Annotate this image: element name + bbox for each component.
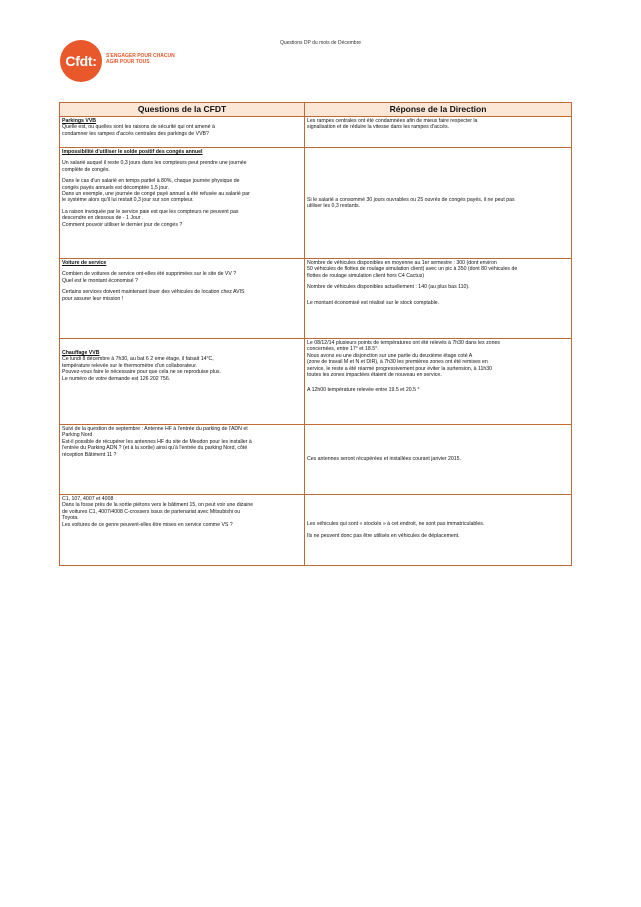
answer-text: Si le salarié a consommé 30 jours ouvrables ou 25 ouvrés de congés payés, il ne peut pas utiliser les 0,3 restants.: [307, 196, 515, 209]
answer-cell: [305, 339, 572, 425]
question-cell: [60, 425, 305, 495]
table-row: [60, 259, 572, 339]
column-header-answers: Réponse de la Direction: [305, 103, 572, 117]
table-row: [60, 339, 572, 425]
question-cell: [60, 148, 305, 259]
answer-cell: [305, 495, 572, 566]
page-title: Questions DP du mois de Décembre: [279, 40, 362, 46]
question-cell: [60, 259, 305, 339]
table-header-row: [60, 103, 572, 117]
answer-text: Les rampes centrales ont été condamnées afin de mieux faire respecter la signalisation et de réduire la vitesse dans les rampes d'accès.: [307, 118, 478, 131]
answer-cell: [305, 148, 572, 259]
question-text: Suivi de la question de septembre : Antenne HF à l'entrée du parking de l'ADN et Parking Nord Est-il possible de récupérer les antennes HF du site de Meudon pour les installer à l'entrée du Parking ADN ? (et à la sortie) ainsi qu'à l'entrée du parking Nord, côté réception Bâtiment 11 ?: [62, 426, 252, 458]
answer-text: Les véhicules qui sont « stockés » à cet endroit, ne sont pas immatriculables.: [307, 521, 485, 528]
question-text: Quelle est, ou quelles sont les raisons de sécurité qui ont amené à condamner les rampes d'accès centrales des parkings de VVB?: [62, 124, 215, 137]
answer-cell: [305, 117, 572, 148]
answer-text: Nombre de véhicules disponibles en moyenne au 1er semestre : 300 (dont environ 50 véhicules de flottes de roulage simulation client) avec un pic à 350 (dont 80 véhicules de flottes de roulage simulation client hors C4 Cactus): [307, 260, 518, 279]
answer-cell: [305, 425, 572, 495]
question-text: Dans le cas d'un salarié en temps partiel à 80%, chaque journée physique de congés payés annuels est décomptée 1,5 jour. Dans un exemple, une journée de congé payé annuel a été refusée au salarié par le système alors qu'il lui restait 0,3 jour sur son compteur.: [62, 178, 250, 204]
table-row: [60, 425, 572, 495]
answer-text: Le montant économisé est réalisé sur le stock comptable.: [307, 299, 440, 306]
logo-mark: Cfdt:: [60, 40, 102, 82]
table-row: [60, 148, 572, 259]
logo-tagline: S'ENGAGER POUR CHACUN AGIR POUR TOUS: [106, 53, 175, 65]
question-title: Parkings VVB: [62, 118, 97, 124]
question-cell: [60, 117, 305, 148]
question-title: Impossibilité d'utiliser le solde positif des congés annuel: [62, 149, 203, 155]
question-text: C1, 107, 4007 et 4008 Dans la fosse près de la sortie piétons vers le bâtiment 15, on peut voir une dizaine de voitures C1, 4007/4008 C-crossers issus de partenariat avec Mitsubishi ou Toyota. Les voitures de ce genre peuvent-elles être mises en service comme VS ?: [62, 496, 254, 528]
qa-table: [59, 102, 572, 566]
answer-text: Le 08/12/14 plusieurs points de températures ont été relevés à 7h30 dans les zones concernées, entre 17° et 18.5°. Nous avons eu une disjonction sur une partie du deuxième étage coté A (zone de travail M et N et DIR), à 7h30 les premières zones ont été remises en service, le reste a été réarmé progressivement pour éviter la surtension, à 11h30 toutes les zones impactées étaient de nouveau en service.: [307, 340, 500, 379]
table-row: [60, 495, 572, 566]
answer-text: Ils ne peuvent donc pas être utilisés en véhicules de déplacement.: [307, 532, 460, 539]
question-text: Ce lundi 8 décembre à 7h30, au bat 6 2 eme étage, il faisait 14°C, température relevée sur le thermomètre d'un collaborateur. Pouvez-vous faire le nécessaire pour que cela ne se reproduise plus. Le numéro de votre demande est 126 202 756.: [62, 356, 221, 382]
answer-text: A 12h00 température relevée entre 19.5 et 20.5 °: [307, 387, 420, 394]
column-header-questions: Questions de la CFDT: [60, 103, 305, 117]
question-text: La raison invoquée par le service paie est que les compteurs ne peuvent pas descendre en dessous de - 1 Jour . Comment pouvoir utiliser le dernier jour de congés ?: [62, 208, 239, 228]
question-text: Certains services doivent maintenant louer des véhicules de location chez AVIS pour assurer leur mission !: [62, 289, 245, 302]
question-cell: [60, 339, 305, 425]
answer-text: Ces antennes seront récupérées et installées courant janvier 2015.: [307, 456, 461, 463]
cfdt-logo: [60, 40, 175, 82]
question-cell: [60, 495, 305, 566]
question-text: Combien de voitures de service ont-elles été supprimées sur le site de VV ? Quel est le montant économisé ?: [62, 271, 237, 284]
answer-text: Nombre de véhicules disponibles actuellement : 140 (au plus bas 110).: [307, 284, 470, 291]
question-title: Chauffage VVB: [62, 350, 100, 356]
question-text: Un salarié auquel il reste 0,3 jours dans les compteurs peut prendre une journée complète de congés.: [62, 160, 247, 173]
question-title: Voiture de service: [62, 260, 107, 266]
table-row: [60, 117, 572, 148]
answer-cell: [305, 259, 572, 339]
